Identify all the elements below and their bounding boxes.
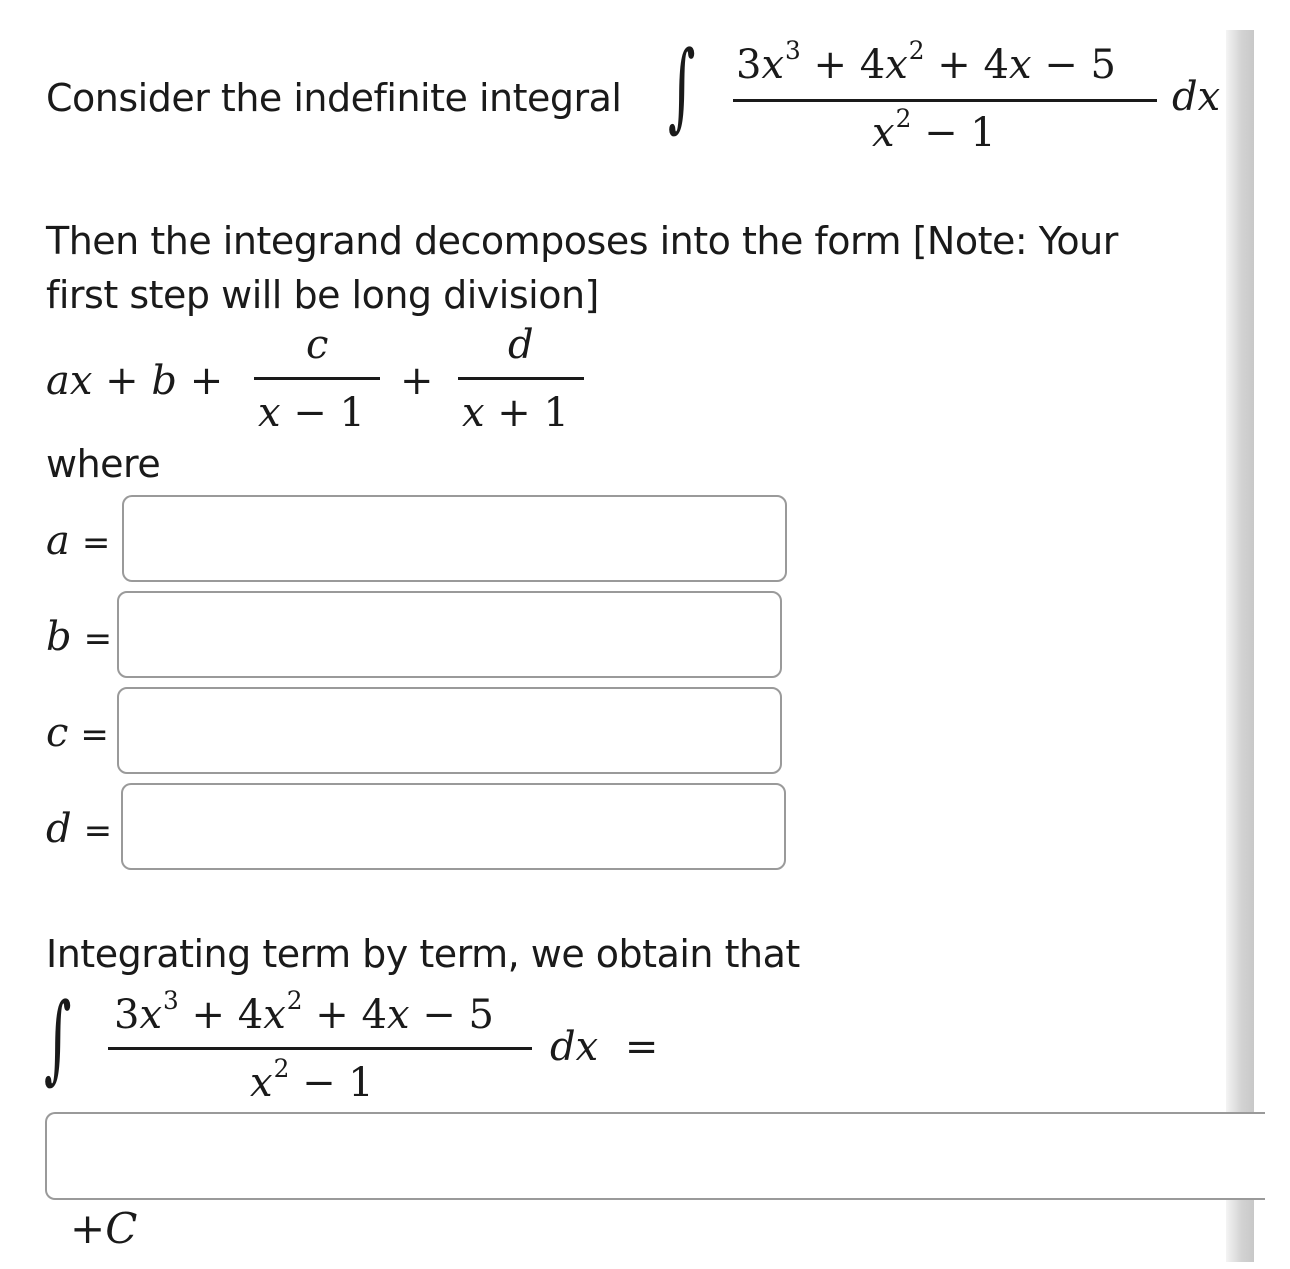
antiderivative-input[interactable] <box>45 1112 1265 1200</box>
form-d-numerator: d <box>508 322 534 368</box>
decomposition-text-line2: first step will be long division] <box>46 273 599 317</box>
c-input[interactable] <box>117 687 782 774</box>
decomposition-text-line1: Then the integrand decomposes into the form [Note: Your <box>46 219 1118 263</box>
form-c-denominator: x − 1 <box>258 390 365 436</box>
result-differential: dx = <box>550 1024 659 1070</box>
b-input[interactable] <box>117 591 782 678</box>
result-denominator: $x^2 - 1$ <box>250 1054 374 1106</box>
scrollbar[interactable] <box>1226 30 1254 1262</box>
intro-fraction-bar <box>733 99 1157 102</box>
where-text: where <box>46 442 161 486</box>
a-input[interactable] <box>122 495 787 582</box>
d-input[interactable] <box>121 783 786 870</box>
form-d-denominator: x + 1 <box>462 390 569 436</box>
intro-differential: dx <box>1172 74 1221 120</box>
result-numerator: $3x^3 + 4x^2 + 4x - 5$ <box>114 986 494 1038</box>
label-b: b = <box>46 614 113 660</box>
result-integral-sign: ∫ <box>44 982 72 1094</box>
label-d: d = <box>46 806 113 852</box>
integration-text: Integrating term by term, we obtain that <box>46 932 800 976</box>
intro-text: Consider the indefinite integral <box>46 76 622 120</box>
integral-sign: ∫ <box>668 30 696 142</box>
form-plus: + <box>400 358 434 404</box>
form-c-fraction-bar <box>254 377 380 380</box>
label-a: a = <box>46 518 111 564</box>
form-c-numerator: c <box>306 322 329 368</box>
intro-denominator: $x^2 - 1$ <box>872 104 996 156</box>
intro-numerator: $3x^3 + 4x^2 + 4x - 5$ <box>736 36 1116 88</box>
form-linear-part: ax + b + <box>46 358 224 404</box>
constant-of-integration: +C <box>70 1204 138 1253</box>
label-c: c = <box>46 710 109 756</box>
result-fraction-bar <box>108 1047 532 1050</box>
form-d-fraction-bar <box>458 377 584 380</box>
